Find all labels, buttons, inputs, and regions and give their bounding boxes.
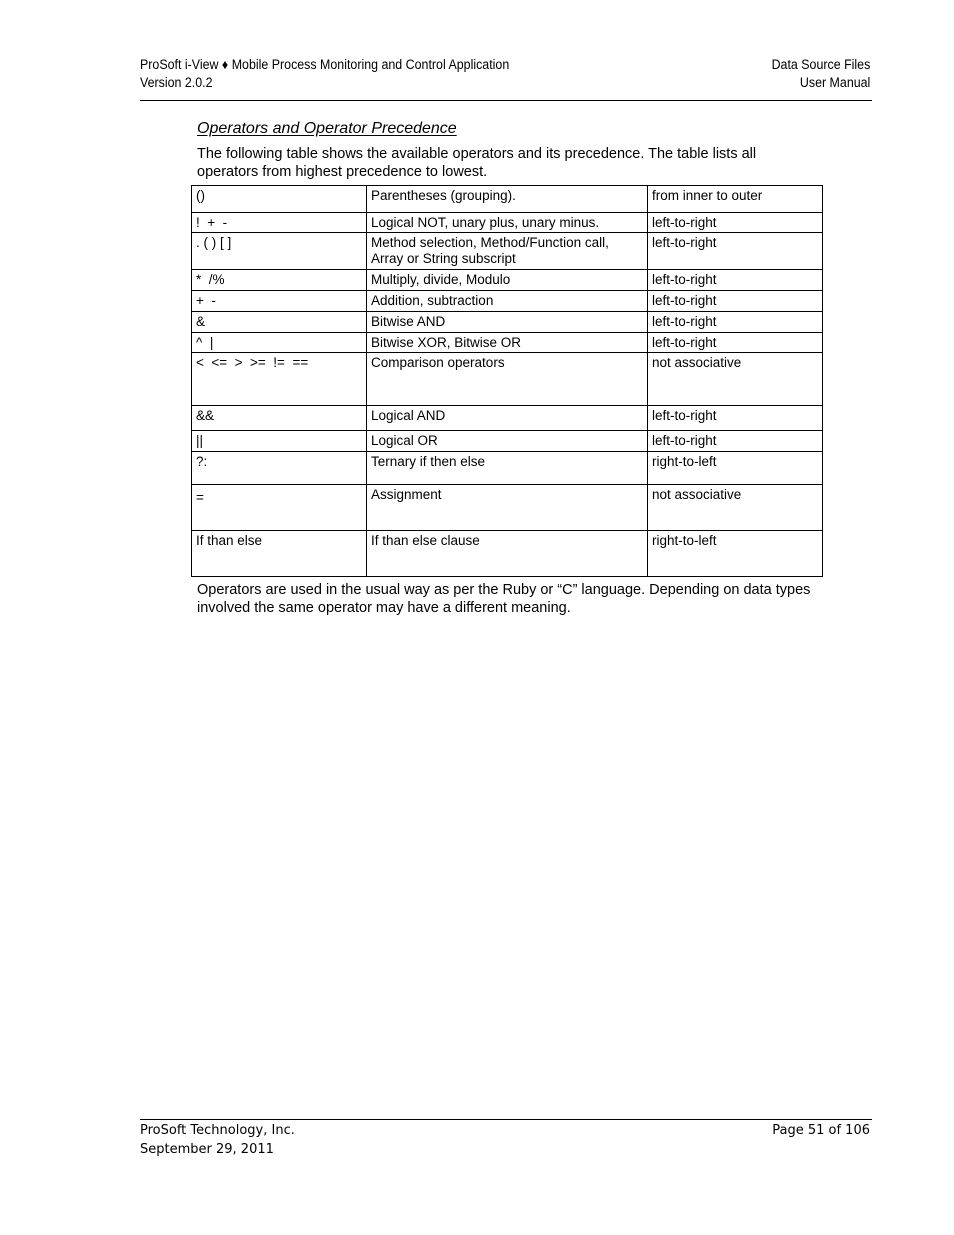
footer-page-number: Page 51 of 106 <box>772 1123 870 1138</box>
operator-cell: * /% <box>192 270 367 291</box>
table-row <box>192 333 823 353</box>
header-title: ProSoft i-View ♦ Mobile Process Monitoring and Control Application <box>140 57 510 72</box>
description-cell: Addition, subtraction <box>367 291 648 312</box>
table-row <box>192 531 823 577</box>
associativity-cell: right-to-left <box>648 531 823 577</box>
closing-paragraph: Operators are used in the usual way as per the Ruby or “C” language. Depending on data types involved the same operator may have a different meaning. <box>197 582 811 616</box>
operator-cell: ^ | <box>192 333 367 353</box>
section-title: Operators and Operator Precedence <box>197 120 457 137</box>
operator-cell: || <box>192 431 367 452</box>
operator-cell: & <box>192 312 367 333</box>
footer-divider <box>140 1119 872 1120</box>
table-row <box>192 291 823 312</box>
footer-date: September 29, 2011 <box>140 1142 274 1157</box>
description-cell: Logical NOT, unary plus, unary minus. <box>367 213 648 233</box>
associativity-cell: from inner to outer <box>648 186 823 213</box>
description-cell: Ternary if then else <box>367 452 648 485</box>
associativity-cell: left-to-right <box>648 406 823 431</box>
table-row <box>192 213 823 233</box>
footer-company: ProSoft Technology, Inc. <box>140 1123 295 1138</box>
associativity-cell: left-to-right <box>648 270 823 291</box>
table-row <box>192 186 823 213</box>
description-cell: Method selection, Method/Function call, Array or String subscript <box>367 233 648 270</box>
table-row <box>192 270 823 291</box>
description-cell: Logical OR <box>367 431 648 452</box>
description-cell: Comparison operators <box>367 353 648 406</box>
header-doc-type: User Manual <box>799 75 870 90</box>
description-cell: If than else clause <box>367 531 648 577</box>
description-cell: Bitwise XOR, Bitwise OR <box>367 333 648 353</box>
operator-cell: = <box>192 485 367 531</box>
table-row <box>192 485 823 531</box>
operator-cell: < <= > >= != == <box>192 353 367 406</box>
footer-left <box>140 1121 295 1159</box>
table-row <box>192 233 823 270</box>
operator-cell: ?: <box>192 452 367 485</box>
header-version: Version 2.0.2 <box>140 75 213 90</box>
table-row <box>192 353 823 406</box>
description-cell: Bitwise AND <box>367 312 648 333</box>
description-cell: Parentheses (grouping). <box>367 186 648 213</box>
page-header <box>140 56 870 101</box>
associativity-cell: left-to-right <box>648 312 823 333</box>
description-cell: Logical AND <box>367 406 648 431</box>
operator-cell: ! + - <box>192 213 367 233</box>
associativity-cell: left-to-right <box>648 431 823 452</box>
header-right <box>771 56 870 92</box>
associativity-cell: not associative <box>648 485 823 531</box>
operator-cell: () <box>192 186 367 213</box>
description-cell: Assignment <box>367 485 648 531</box>
table-row <box>192 406 823 431</box>
header-divider <box>140 100 872 101</box>
table-row <box>192 431 823 452</box>
table-row <box>192 452 823 485</box>
header-left <box>140 56 509 92</box>
operator-cell: && <box>192 406 367 431</box>
associativity-cell: left-to-right <box>648 333 823 353</box>
operator-cell: If than else <box>192 531 367 577</box>
description-cell: Multiply, divide, Modulo <box>367 270 648 291</box>
associativity-cell: left-to-right <box>648 213 823 233</box>
associativity-cell: left-to-right <box>648 291 823 312</box>
table-row <box>192 312 823 333</box>
associativity-cell: not associative <box>648 353 823 406</box>
operator-cell: + - <box>192 291 367 312</box>
intro-paragraph: The following table shows the available operators and its precedence. The table lists all operators from highest precedence to lowest. <box>197 146 757 180</box>
operators-table <box>191 185 823 577</box>
header-section: Data Source Files <box>771 57 870 72</box>
associativity-cell: right-to-left <box>648 452 823 485</box>
operator-cell: . ( ) [ ] <box>192 233 367 270</box>
associativity-cell: left-to-right <box>648 233 823 270</box>
